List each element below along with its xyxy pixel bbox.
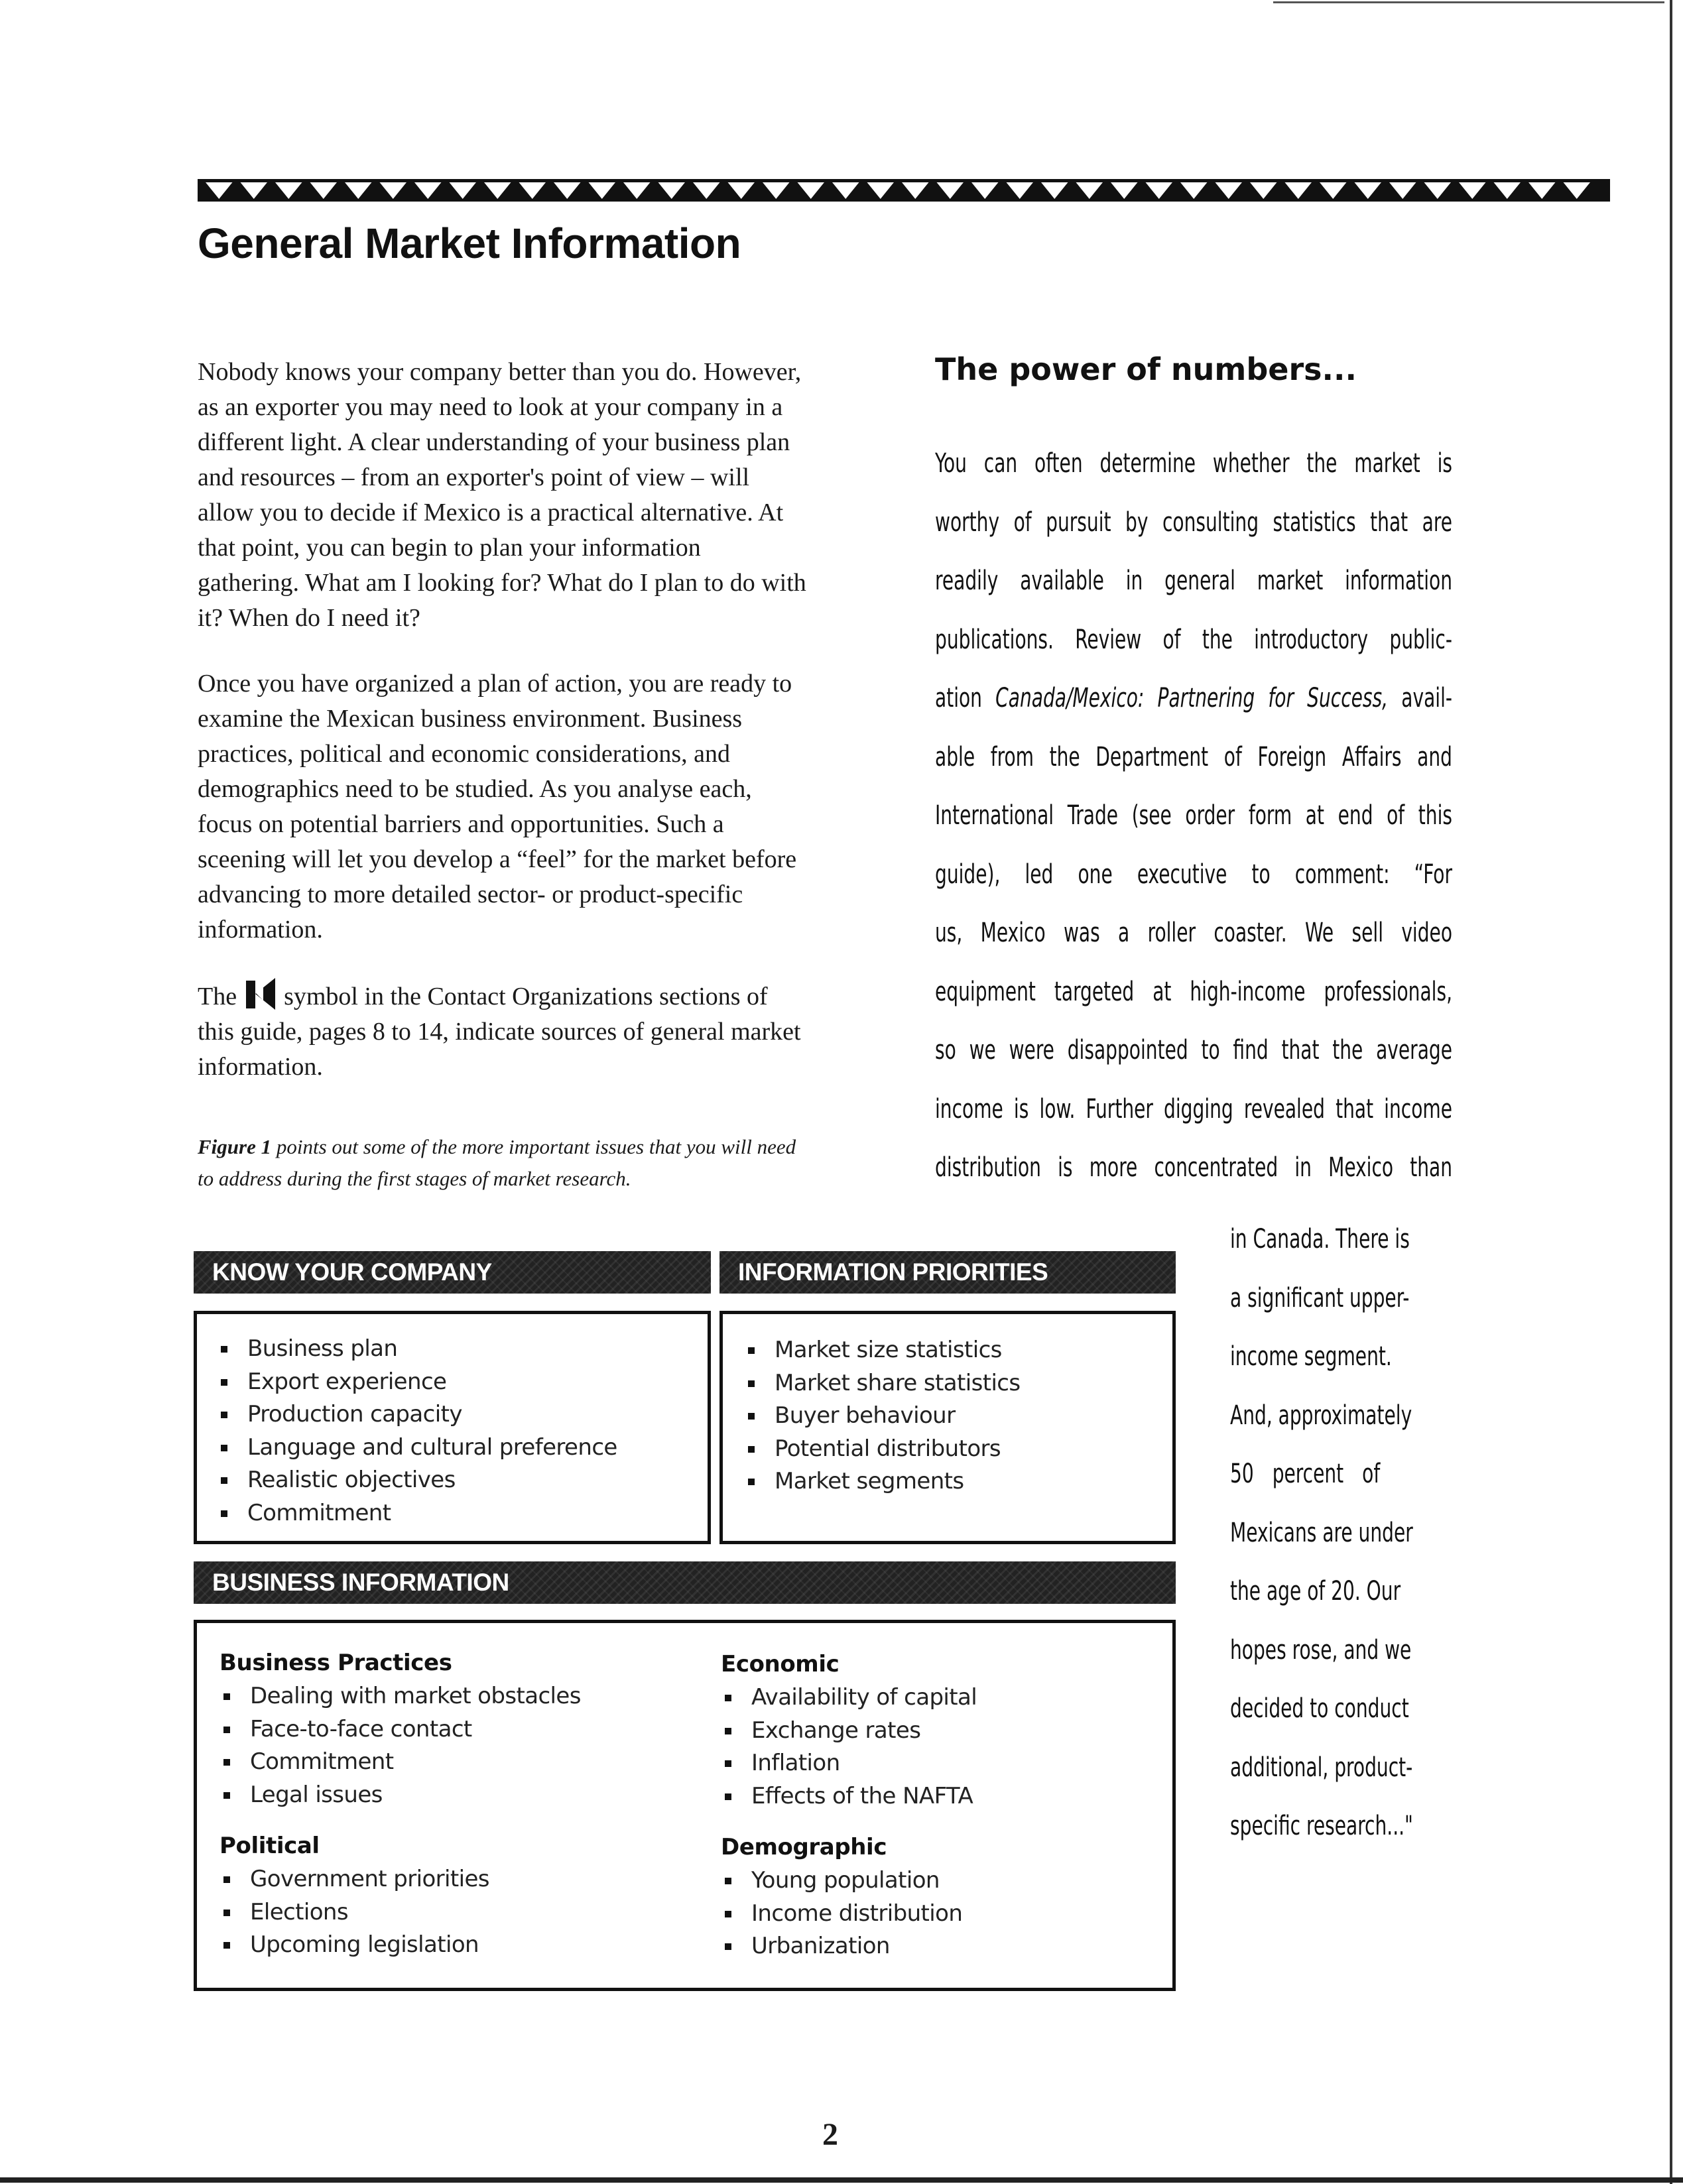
info-priorities-list xyxy=(744,1334,1172,1498)
publication-title: Canada/Mexico: Partnering for Success, xyxy=(995,683,1389,713)
sidebar-line: readily available in general market information xyxy=(935,566,1452,596)
demographic-list xyxy=(721,1864,1158,1963)
list-item: Realistic objectives xyxy=(217,1464,708,1497)
list-item: Language and cultural preference xyxy=(217,1431,708,1465)
economic-section xyxy=(721,1647,1158,1963)
info-priorities-header: INFORMATION PRIORITIES xyxy=(719,1251,1176,1294)
intro-column xyxy=(198,355,808,1225)
page-number: 2 xyxy=(822,2117,838,2152)
list-item: Income distribution xyxy=(721,1898,1158,1931)
list-item: Government priorities xyxy=(219,1863,697,1896)
know-company-header: KNOW YOUR COMPANY xyxy=(194,1251,711,1294)
list-item: Exchange rates xyxy=(721,1715,1158,1748)
intro-paragraph-2: Once you have organized a plan of action, you are ready to examine the Mexican business environment. Business practices, political and economic considerations, and demographics need to be studied. As you analyse each, focus on potential barriers and opportunities. Such a sceening will let you develop a “feel” for the market before advancing to more detailed sector- or product-specific information. xyxy=(198,670,797,943)
sidebar-body xyxy=(935,434,1452,1197)
sidebar-line: publications. Review of the introductory public- xyxy=(935,624,1452,655)
list-item: Inflation xyxy=(721,1747,1158,1780)
sidebar-line: income is low. Further digging revealed that income xyxy=(935,1093,1452,1124)
list-item: Market segments xyxy=(744,1465,1172,1498)
sidebar-line: specific research..." xyxy=(1230,1811,1413,1841)
sidebar-line: additional, product- xyxy=(1230,1752,1413,1783)
sidebar-line: 50 percent of xyxy=(1230,1459,1381,1489)
list-item: Commitment xyxy=(217,1497,708,1530)
symbol-sentence-end: symbol in the Contact Organizations sections of this guide, pages 8 to 14, indicate sources of general market information. xyxy=(198,983,801,1081)
figure-caption xyxy=(198,1131,808,1195)
list-item: Young population xyxy=(721,1864,1158,1898)
business-info-header: BUSINESS INFORMATION xyxy=(194,1561,1176,1604)
economic-title: Economic xyxy=(721,1651,840,1677)
sidebar-line: guide), led one executive to comment: “For xyxy=(935,859,1452,890)
business-info-box xyxy=(194,1620,1176,1991)
list-item: Market size statistics xyxy=(744,1334,1172,1367)
sidebar-line: able from the Department of Foreign Affairs and xyxy=(935,741,1452,772)
list-item: Production capacity xyxy=(217,1398,708,1431)
demographic-title: Demographic xyxy=(721,1834,887,1860)
sidebar-line: in Canada. There is xyxy=(1230,1224,1410,1254)
list-item: Elections xyxy=(219,1896,697,1929)
sidebar-line: Mexicans are under xyxy=(1230,1517,1413,1548)
economic-list xyxy=(721,1681,1158,1813)
list-item: Commitment xyxy=(219,1746,697,1779)
page-title: General Market Information xyxy=(198,219,741,267)
sidebar-line: decided to conduct xyxy=(1230,1693,1409,1724)
know-company-list xyxy=(217,1333,708,1530)
list-item: Business plan xyxy=(217,1333,708,1366)
list-item: Dealing with market obstacles xyxy=(219,1680,697,1713)
sidebar-line: worthy of pursuit by consulting statistics that are xyxy=(935,507,1452,538)
sidebar-line: You can often determine whether the market is xyxy=(935,448,1452,479)
list-item: Export experience xyxy=(217,1366,708,1399)
sidebar-line: And, approximately xyxy=(1230,1400,1412,1431)
business-practices-list xyxy=(219,1680,697,1811)
list-item: Upcoming legislation xyxy=(219,1929,697,1962)
right-edge-rule xyxy=(1670,0,1672,2184)
sidebar-line: hopes rose, and we xyxy=(1230,1634,1412,1666)
intro-paragraph-3 xyxy=(198,978,808,1085)
figure-label: Figure 1 xyxy=(198,1135,272,1158)
list-item: Urbanization xyxy=(721,1930,1158,1963)
sidebar-heading: The power of numbers... xyxy=(935,351,1357,387)
political-title: Political xyxy=(219,1833,320,1859)
list-item: Effects of the NAFTA xyxy=(721,1780,1158,1813)
business-practices-title: Business Practices xyxy=(219,1650,452,1676)
sidebar-line-start: ation xyxy=(935,683,996,713)
political-list xyxy=(219,1863,697,1962)
sidebar-narrow-body xyxy=(1230,1210,1413,1856)
list-item: Face-to-face contact xyxy=(219,1713,697,1746)
triangle-border xyxy=(198,179,1610,202)
sidebar-line-publication xyxy=(935,669,1452,728)
sidebar-line: income segment. xyxy=(1230,1341,1392,1372)
know-company-box xyxy=(194,1311,711,1544)
bottom-edge-rule xyxy=(0,2177,1683,2183)
sidebar-line: International Trade (see order form at end of this xyxy=(935,800,1452,831)
figure-caption-text: points out some of the more important issues that you will need to address during the first stages of market research. xyxy=(198,1135,796,1190)
info-priorities-box xyxy=(719,1311,1176,1544)
sidebar-line: a significant upper- xyxy=(1230,1282,1410,1313)
market-info-symbol-icon xyxy=(246,978,275,1010)
sidebar-line: us, Mexico was a roller coaster. We sell video xyxy=(935,918,1452,948)
sidebar-line: equipment targeted at high-income professionals, xyxy=(935,976,1452,1007)
list-item: Potential distributors xyxy=(744,1433,1172,1466)
list-item: Legal issues xyxy=(219,1779,697,1812)
list-item: Market share statistics xyxy=(744,1367,1172,1400)
sidebar-line: distribution is more concentrated in Mexico than xyxy=(935,1152,1452,1183)
top-edge-rule xyxy=(1273,1,1664,3)
list-item: Buyer behaviour xyxy=(744,1400,1172,1433)
intro-paragraph-1: Nobody knows your company better than you do. However, as an exporter you may need to look at your company in a different light. A clear understanding of your business plan and resources – from an exporter's point of view – will allow you to decide if Mexico is a practical alternative. At that point, you can begin to plan your information gathering. What am I looking for? What do I plan to do with it? When do I need it? xyxy=(198,358,806,632)
sidebar-line-end: avail- xyxy=(1388,683,1452,713)
business-practices-section xyxy=(219,1646,697,1962)
sidebar-line: the age of 20. Our xyxy=(1230,1576,1401,1607)
sidebar-line: so we were disappointed to find that the average xyxy=(935,1035,1452,1065)
list-item: Availability of capital xyxy=(721,1681,1158,1715)
symbol-sentence-start: The xyxy=(198,983,237,1010)
